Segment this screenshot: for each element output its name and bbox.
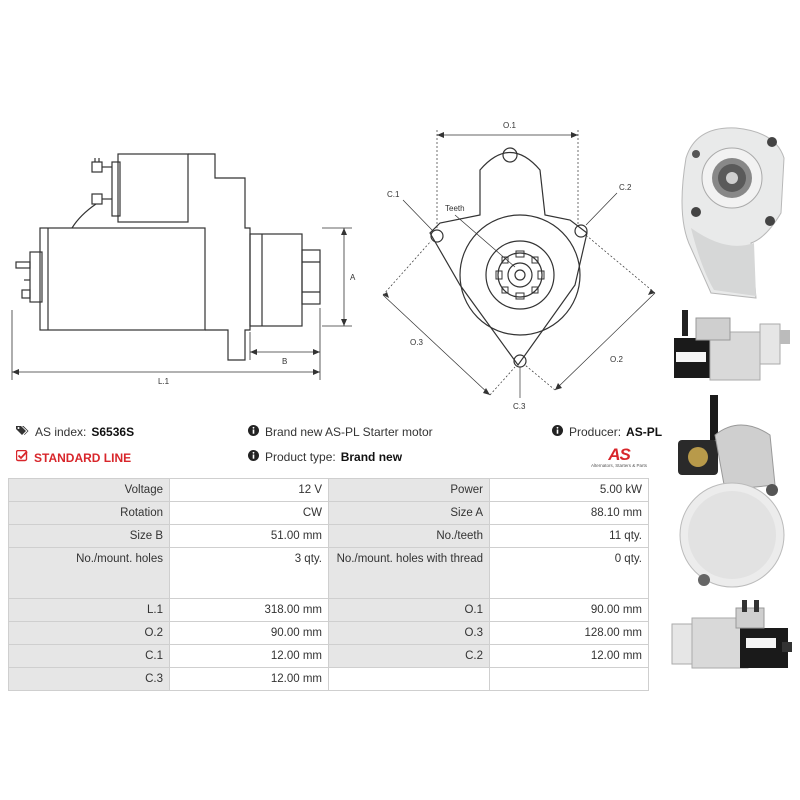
spec-value: 11 qty. — [490, 525, 649, 548]
product-photo-rear — [670, 395, 796, 595]
table-row — [9, 599, 649, 622]
spec-value: 12.00 mm — [170, 668, 329, 691]
product-type-value: Brand new — [340, 450, 403, 464]
standard-line-label: STANDARD LINE — [34, 450, 132, 465]
producer-value: AS-PL — [626, 425, 663, 439]
spec-key: Size B — [9, 525, 170, 548]
spec-key — [329, 668, 490, 691]
standard-line-row — [16, 450, 131, 465]
dim-o2-label: O.2 — [610, 355, 623, 364]
as-index-row — [16, 425, 134, 439]
dim-c3-label: C.3 — [513, 402, 526, 411]
spec-value: 318.00 mm — [170, 599, 329, 622]
dim-l1-label: L.1 — [158, 377, 170, 386]
as-pl-logo — [588, 446, 650, 472]
spec-value: 5.00 kW — [490, 479, 649, 502]
table-row — [9, 668, 649, 691]
info-icon — [248, 450, 259, 464]
spec-value: CW — [170, 502, 329, 525]
dim-a-label: A — [350, 273, 356, 282]
tags-icon — [16, 425, 29, 439]
table-row — [9, 479, 649, 502]
spec-key: No./mount. holes with thread — [329, 548, 490, 599]
description-text: Brand new AS-PL Starter motor — [265, 425, 433, 439]
spec-key: C.2 — [329, 645, 490, 668]
table-row — [9, 645, 649, 668]
spec-key: C.1 — [9, 645, 170, 668]
spec-value: 12.00 mm — [170, 645, 329, 668]
teeth-label: Teeth — [445, 204, 465, 213]
product-photo-side — [666, 302, 796, 390]
product-photo-side-alt — [666, 598, 796, 680]
spec-value: 90.00 mm — [490, 599, 649, 622]
spec-value: 0 qty. — [490, 548, 649, 599]
product-type-label: Product type: — [265, 450, 336, 464]
spec-value: 90.00 mm — [170, 622, 329, 645]
spec-key: Voltage — [9, 479, 170, 502]
spec-key: O.1 — [329, 599, 490, 622]
spec-value: 12.00 mm — [490, 645, 649, 668]
product-photo-front — [666, 118, 796, 303]
table-row — [9, 622, 649, 645]
spec-key: No./mount. holes — [9, 548, 170, 599]
spec-key: No./teeth — [329, 525, 490, 548]
spec-key: O.3 — [329, 622, 490, 645]
front-view-drawing — [375, 115, 665, 415]
table-row — [9, 548, 649, 599]
dim-c1-label: C.1 — [387, 190, 400, 199]
spec-value: 51.00 mm — [170, 525, 329, 548]
description-row — [248, 425, 433, 439]
info-icon — [248, 425, 259, 439]
product-type-row — [248, 450, 402, 464]
spec-value: 3 qty. — [170, 548, 329, 599]
producer-row — [552, 425, 662, 439]
dim-b-label: B — [282, 357, 288, 366]
as-index-label: AS index: — [35, 425, 87, 439]
producer-label: Producer: — [569, 425, 622, 439]
spec-value — [490, 668, 649, 691]
specification-table — [8, 478, 649, 691]
info-icon — [552, 425, 563, 439]
spec-key: O.2 — [9, 622, 170, 645]
spec-key: Rotation — [9, 502, 170, 525]
table-row — [9, 502, 649, 525]
spec-key: L.1 — [9, 599, 170, 622]
dim-o1-label: O.1 — [503, 121, 516, 130]
spec-value: 12 V — [170, 479, 329, 502]
side-view-drawing — [0, 140, 370, 390]
as-pl-logo-tagline: Alternators, Starters & Parts — [590, 463, 648, 468]
checkbox-checked-icon — [16, 450, 28, 465]
dim-c2-label: C.2 — [619, 183, 632, 192]
spec-key: Power — [329, 479, 490, 502]
spec-key: Size A — [329, 502, 490, 525]
as-pl-logo-mark: AS — [608, 445, 630, 464]
as-index-value: S6536S — [91, 425, 135, 439]
spec-value: 88.10 mm — [490, 502, 649, 525]
dim-o3-label: O.3 — [410, 338, 423, 347]
table-row — [9, 525, 649, 548]
spec-value: 128.00 mm — [490, 622, 649, 645]
spec-key: C.3 — [9, 668, 170, 691]
